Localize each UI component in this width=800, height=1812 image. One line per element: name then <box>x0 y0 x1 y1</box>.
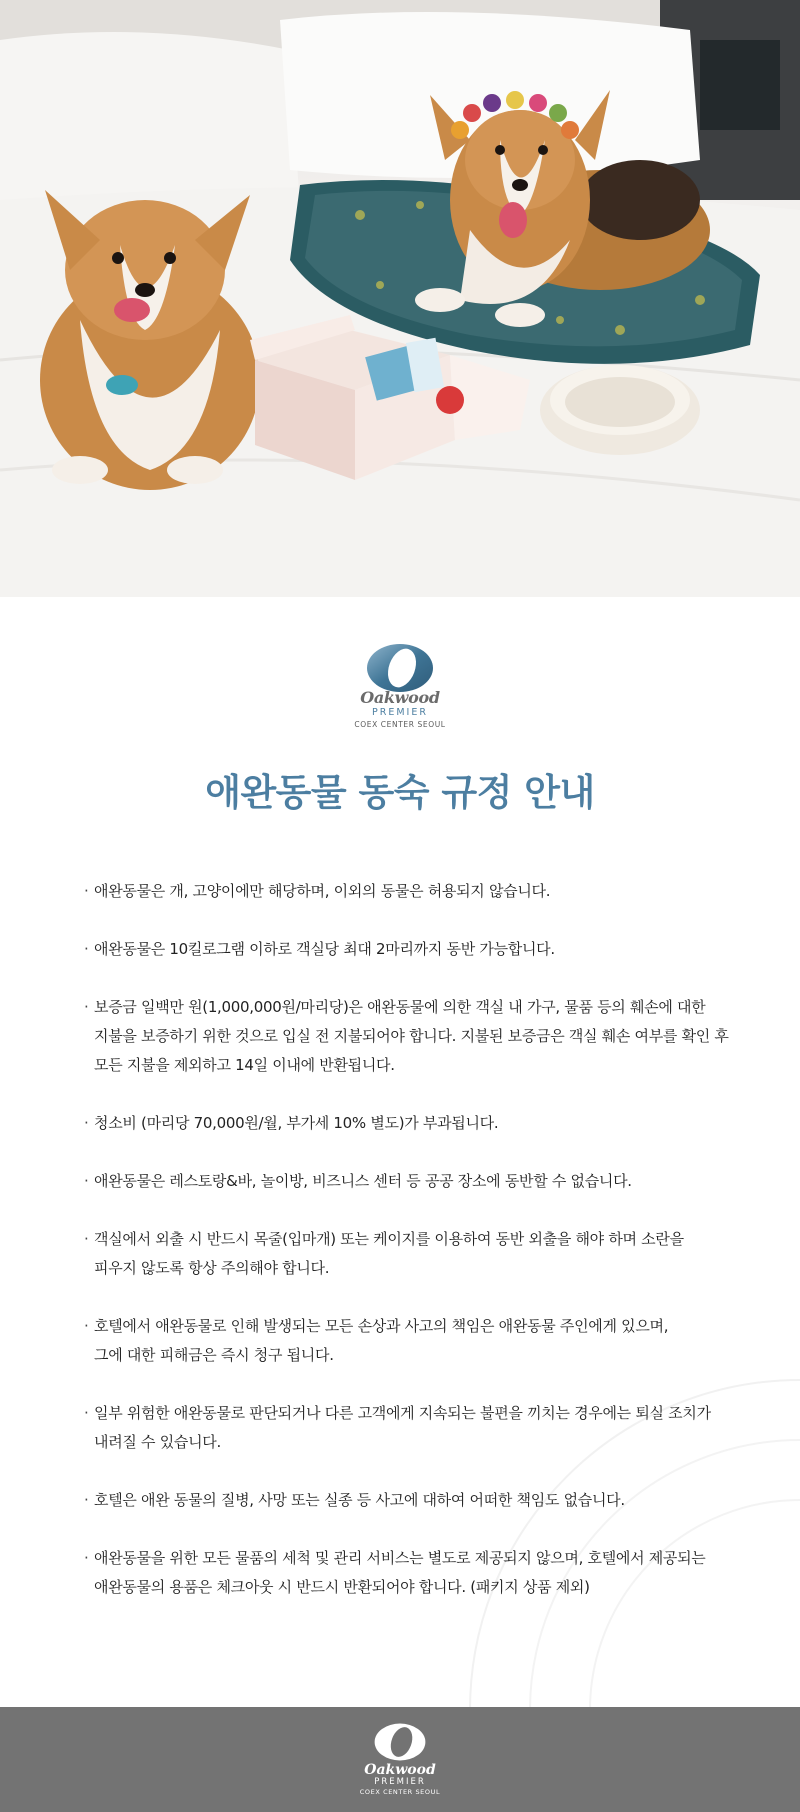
footer-brand-tier: PREMIER <box>374 1777 426 1787</box>
brand-location: COEX CENTER SEOUL <box>354 720 446 729</box>
policy-item-line: · 객실에서 외출 시 반드시 목줄(입마개) 또는 케이지를 이용하여 동반 외출을 해야 하며 소란을 <box>94 1230 684 1248</box>
policy-item-line: · 호텔은 애완 동물의 질병, 사망 또는 실종 등 사고에 대하여 어떠한 책임도 없습니다. <box>94 1491 625 1509</box>
policy-item <box>84 935 744 964</box>
policy-item-line: 피우지 않도록 항상 주의해야 합니다. <box>94 1259 330 1277</box>
policy-item-line: · 청소비 (마리당 70,000원/월, 부가세 10% 별도)가 부과됩니다. <box>94 1114 499 1132</box>
policy-item <box>84 1225 744 1283</box>
footer-brand-location: COEX CENTER SEOUL <box>359 1788 441 1796</box>
hero-photo <box>0 0 800 597</box>
policy-item-line: · 애완동물은 10킬로그램 이하로 객실당 최대 2마리까지 동반 가능합니다. <box>94 940 555 958</box>
policy-item <box>84 1399 744 1457</box>
pet-policy-list <box>84 877 744 1602</box>
policy-item-line: · 일부 위험한 애완동물로 판단되거나 다른 고객에게 지속되는 불편을 끼치는 경우에는 퇴실 조치가 <box>94 1404 711 1422</box>
policy-item <box>84 1167 744 1196</box>
policy-item-line: · 애완동물은 레스토랑&바, 놀이방, 비즈니스 센터 등 공공 장소에 동반할 수 없습니다. <box>94 1172 632 1190</box>
policy-item-line: · 보증금 일백만 원(1,000,000원/마리당)은 애완동물에 의한 객실 내 가구, 물품 등의 훼손에 대한 <box>94 998 706 1016</box>
corgis-on-bed-illustration <box>0 0 800 597</box>
brand-name: Oakwood <box>360 688 440 707</box>
policy-item-line: · 호텔에서 애완동물로 인해 발생되는 모든 손상과 사고의 책임은 애완동물 주인에게 있으며, <box>94 1317 669 1335</box>
policy-item-line: · 애완동물을 위한 모든 물품의 세척 및 관리 서비스는 별도로 제공되지 않으며, 호텔에서 제공되는 <box>94 1549 706 1567</box>
policy-item <box>84 993 744 1080</box>
policy-item <box>84 1544 744 1602</box>
policy-item-line: 지불을 보증하기 위한 것으로 입실 전 지불되어야 합니다. 지불된 보증금은 객실 훼손 여부를 확인 후 <box>94 1027 729 1045</box>
policy-item <box>84 877 744 906</box>
oakwood-o-logo-icon <box>364 642 436 694</box>
policy-item <box>84 1486 744 1515</box>
policy-item-line: 내려질 수 있습니다. <box>94 1433 221 1451</box>
footer-brand-name: Oakwood <box>364 1762 436 1778</box>
policy-item-line: · 애완동물은 개, 고양이에만 해당하며, 이외의 동물은 허용되지 않습니다. <box>94 882 551 900</box>
policy-item-line: 그에 대한 피해금은 즉시 청구 됩니다. <box>94 1346 334 1364</box>
footer <box>0 1707 800 1812</box>
page-title: 애완동물 동숙 규정 안내 <box>205 771 595 814</box>
oakwood-o-logo-white-icon <box>372 1722 428 1762</box>
policy-item-line: 애완동물의 용품은 체크아웃 시 반드시 반환되어야 합니다. (패키지 상품 제외) <box>94 1578 590 1596</box>
footer-logo <box>355 1722 445 1797</box>
brand-tier: PREMIER <box>372 707 428 718</box>
policy-item-line: 모든 지불을 제외하고 14일 이내에 반환됩니다. <box>94 1056 395 1074</box>
brand-logo <box>345 642 455 742</box>
policy-item <box>84 1109 744 1138</box>
policy-item <box>84 1312 744 1370</box>
